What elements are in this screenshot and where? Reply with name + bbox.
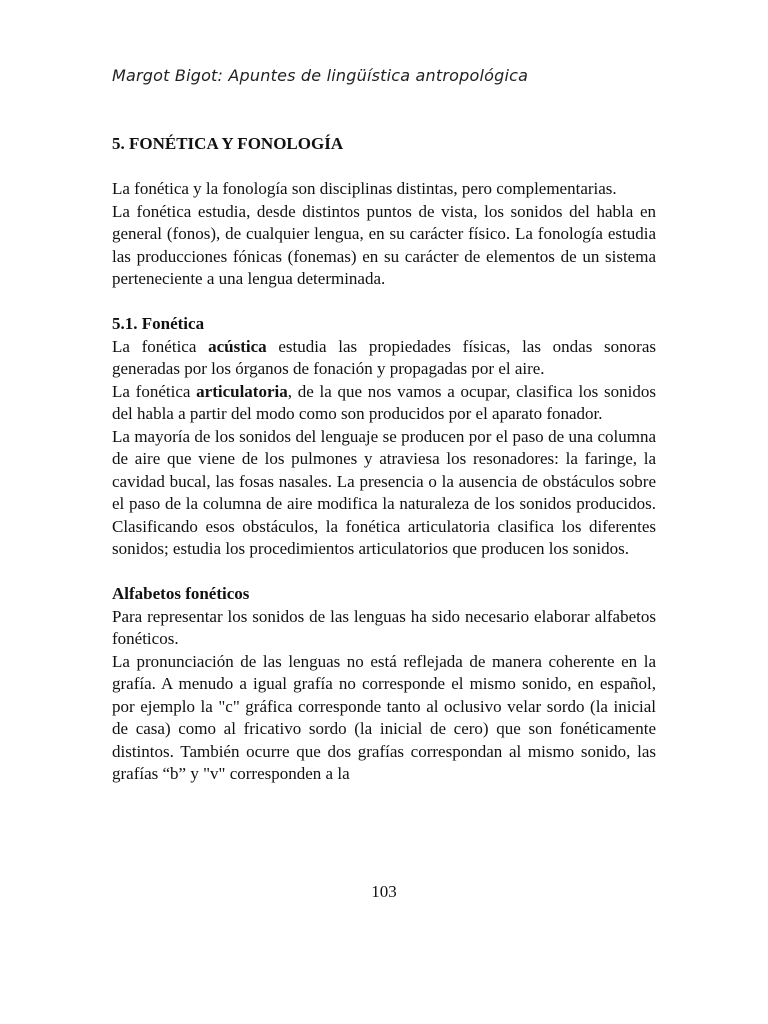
fonetica-paragraph-1: [112, 336, 656, 381]
text-run: , de la que nos vamos a ocupar, clasifica los sonidos del habla a partir del modo como son producidos por el aparato fonador.: [112, 381, 656, 423]
intro-paragraph-2: La fonética estudia, desde distintos puntos de vista, los sonidos del habla en general (fonos), de cualquier lengua, en su carácter físico. La fonología estudia las producciones fónicas (fonemas) en su carácter de elementos de un sistema perteneciente a una lengua determinada.: [112, 201, 656, 288]
section-heading-alfabetos: Alfabetos fonéticos: [112, 584, 250, 603]
document-page: [112, 64, 656, 786]
section-heading-fonetica: 5.1. Fonética: [112, 314, 205, 333]
chapter-heading: 5. FONÉTICA Y FONOLOGÍA: [112, 134, 344, 153]
page-number: 103: [371, 882, 397, 901]
bold-term: acústica: [208, 336, 267, 356]
text-run: La fonética: [112, 336, 209, 356]
fonetica-paragraph-2: [112, 381, 656, 426]
running-head: Margot Bigot: Apuntes de lingüística antropológica: [112, 66, 529, 85]
intro-paragraph-1: La fonética y la fonología son disciplinas distintas, pero complementarias.: [112, 179, 617, 198]
spacer: [112, 561, 656, 584]
fonetica-paragraph-3: La mayoría de los sonidos del lenguaje se producen por el paso de una columna de aire que viene de los pulmones y atraviesa los resonadores: la faringe, la cavidad bucal, las fosas nasales. La presencia o la ausencia de obstáculos sobre el paso de la columna de aire modifica la naturaleza de los sonidos producidos. Clasificando esos obstáculos, la fonética articulatoria clasifica los diferentes sonidos; estudia los procedimientos articulatorios que producen los sonidos.: [112, 426, 656, 558]
bold-term: articulatoria: [196, 381, 288, 401]
spacer: [112, 156, 656, 179]
spacer: [112, 291, 656, 314]
text-run: La fonética: [112, 381, 197, 401]
alfabetos-paragraph-1: Para representar los sonidos de las lenguas ha sido necesario elaborar alfabetos fonéticos.: [112, 606, 656, 648]
alfabetos-paragraph-2: La pronunciación de las lenguas no está reflejada de manera coherente en la grafía. A menudo a igual grafía no corresponde el mismo sonido, en español, por ejemplo la "c" gráfica corresponde tanto al oclusivo velar sordo (la inicial de casa) como al fricativo sordo (la inicial de cero) que son fonéticamente distintos. También ocurre que dos grafías correspondan al mismo sonido, las grafías “b” y "v" corresponden a la: [112, 651, 656, 783]
text-run: estudia las propiedades físicas, las ondas sonoras generadas por los órganos de fonación y propagadas por el aire.: [112, 336, 656, 378]
